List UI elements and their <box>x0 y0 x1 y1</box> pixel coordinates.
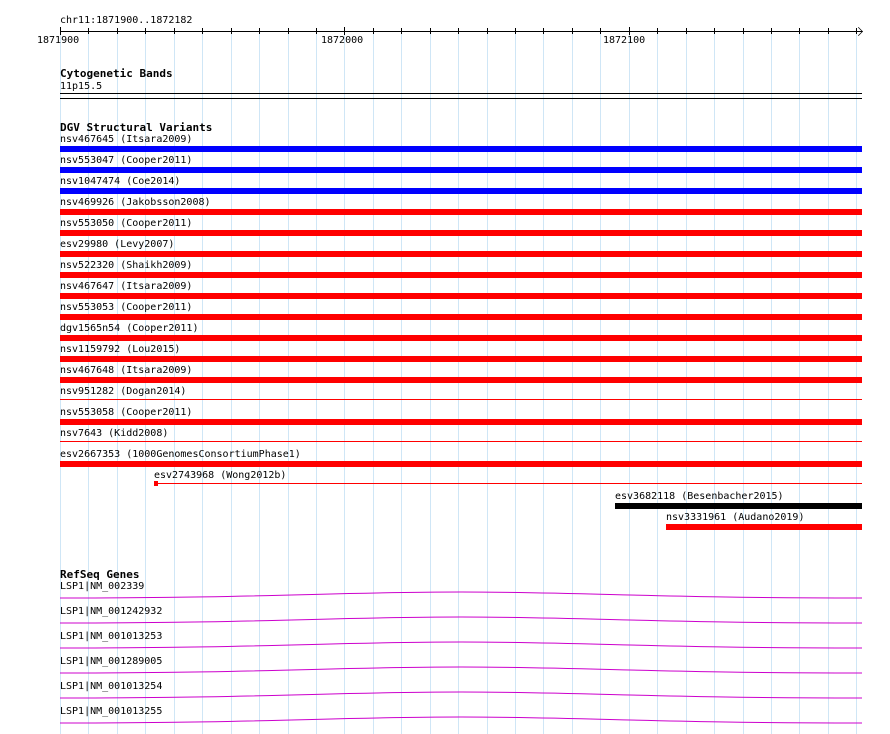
feature-start-marker <box>154 481 158 486</box>
ruler-minor-tick <box>458 28 459 34</box>
gene-label: LSP1|NM_001289005 <box>60 656 163 667</box>
feature-label: nsv553050 (Cooper2011) <box>60 218 193 229</box>
ruler-minor-tick <box>174 28 175 34</box>
ruler-minor-tick <box>401 28 402 34</box>
feature-bar[interactable] <box>60 461 862 467</box>
gene-intron-line[interactable] <box>60 615 862 625</box>
feature-label: nsv553058 (Cooper2011) <box>60 407 193 418</box>
ruler-range-label: chr11:1871900..1872182 <box>60 15 193 26</box>
feature-label: nsv1159792 (Lou2015) <box>60 344 181 355</box>
feature-label: nsv467645 (Itsara2009) <box>60 134 193 145</box>
ruler-minor-tick <box>202 28 203 34</box>
feature-label: nsv951282 (Dogan2014) <box>60 386 187 397</box>
track-title: RefSeq Genes <box>60 568 140 581</box>
ruler-minor-tick <box>288 28 289 34</box>
gene-intron-line[interactable] <box>60 640 862 650</box>
feature-label: nsv3331961 (Audano2019) <box>666 512 805 523</box>
ruler-minor-tick <box>487 28 488 34</box>
ruler-minor-tick <box>373 28 374 34</box>
feature-bar[interactable] <box>60 377 862 383</box>
feature-bar[interactable] <box>60 209 862 215</box>
ruler-minor-tick <box>657 28 658 34</box>
ruler-minor-tick <box>543 28 544 34</box>
ruler-minor-tick <box>686 28 687 34</box>
ruler-minor-tick <box>771 28 772 34</box>
feature-bar[interactable] <box>60 230 862 236</box>
ruler-axis-line <box>60 31 862 32</box>
gene-intron-line[interactable] <box>60 665 862 675</box>
feature-bar[interactable] <box>60 314 862 320</box>
ruler-minor-tick <box>714 28 715 34</box>
ruler-minor-tick <box>572 28 573 34</box>
feature-label: nsv7643 (Kidd2008) <box>60 428 169 439</box>
ruler-tick-label: 1871900 <box>37 35 80 46</box>
ruler-tick-label: 1872000 <box>321 35 364 46</box>
feature-label: esv3682118 (Besenbacher2015) <box>615 491 784 502</box>
cytoband-label: 11p15.5 <box>60 81 103 92</box>
feature-label: nsv1047474 (Coe2014) <box>60 176 181 187</box>
feature-label: esv29980 (Levy2007) <box>60 239 175 250</box>
gene-label: LSP1|NM_001242932 <box>60 606 163 617</box>
ruler-minor-tick <box>259 28 260 34</box>
ruler-minor-tick <box>515 28 516 34</box>
ruler-minor-tick <box>145 28 146 34</box>
gene-label: LSP1|NM_001013255 <box>60 706 163 717</box>
gene-label: LSP1|NM_001013254 <box>60 681 163 692</box>
feature-bar[interactable] <box>60 167 862 173</box>
ruler-minor-tick <box>828 28 829 34</box>
ruler-major-tick <box>629 27 630 35</box>
feature-bar[interactable] <box>60 356 862 362</box>
feature-bar[interactable] <box>60 399 862 400</box>
gene-intron-line[interactable] <box>60 590 862 600</box>
cytoband-glyph[interactable] <box>60 93 862 99</box>
feature-bar[interactable] <box>60 441 862 442</box>
feature-bar[interactable] <box>60 419 862 425</box>
ruler-major-tick <box>60 27 61 35</box>
gene-intron-line[interactable] <box>60 715 862 725</box>
gene-intron-line[interactable] <box>60 690 862 700</box>
ruler-minor-tick <box>117 28 118 34</box>
feature-label: nsv469926 (Jakobsson2008) <box>60 197 211 208</box>
feature-label: nsv553047 (Cooper2011) <box>60 155 193 166</box>
feature-label: esv2667353 (1000GenomesConsortiumPhase1) <box>60 449 301 460</box>
feature-bar[interactable] <box>60 272 862 278</box>
ruler-minor-tick <box>743 28 744 34</box>
feature-label: nsv467648 (Itsara2009) <box>60 365 193 376</box>
feature-label: nsv553053 (Cooper2011) <box>60 302 193 313</box>
gene-label: LSP1|NM_001013253 <box>60 631 163 642</box>
ruler-minor-tick <box>316 28 317 34</box>
feature-bar[interactable] <box>60 335 862 341</box>
ruler-minor-tick <box>231 28 232 34</box>
track-title: Cytogenetic Bands <box>60 67 173 80</box>
feature-bar[interactable] <box>60 188 862 194</box>
gene-label: LSP1|NM_002339 <box>60 581 145 592</box>
ruler-minor-tick <box>430 28 431 34</box>
feature-bar[interactable] <box>60 293 862 299</box>
feature-bar[interactable] <box>154 483 862 484</box>
ruler-minor-tick <box>856 28 857 34</box>
feature-bar[interactable] <box>666 524 862 530</box>
ruler-minor-tick <box>799 28 800 34</box>
feature-label: dgv1565n54 (Cooper2011) <box>60 323 199 334</box>
feature-label: nsv467647 (Itsara2009) <box>60 281 193 292</box>
ruler-minor-tick <box>600 28 601 34</box>
feature-label: nsv522320 (Shaikh2009) <box>60 260 193 271</box>
feature-bar[interactable] <box>60 146 862 152</box>
ruler-major-tick <box>344 27 345 35</box>
feature-bar[interactable] <box>615 503 862 509</box>
feature-bar[interactable] <box>60 251 862 257</box>
ruler-minor-tick <box>88 28 89 34</box>
feature-label: esv2743968 (Wong2012b) <box>154 470 287 481</box>
track-title: DGV Structural Variants <box>60 121 213 134</box>
ruler-tick-label: 1872100 <box>603 35 646 46</box>
